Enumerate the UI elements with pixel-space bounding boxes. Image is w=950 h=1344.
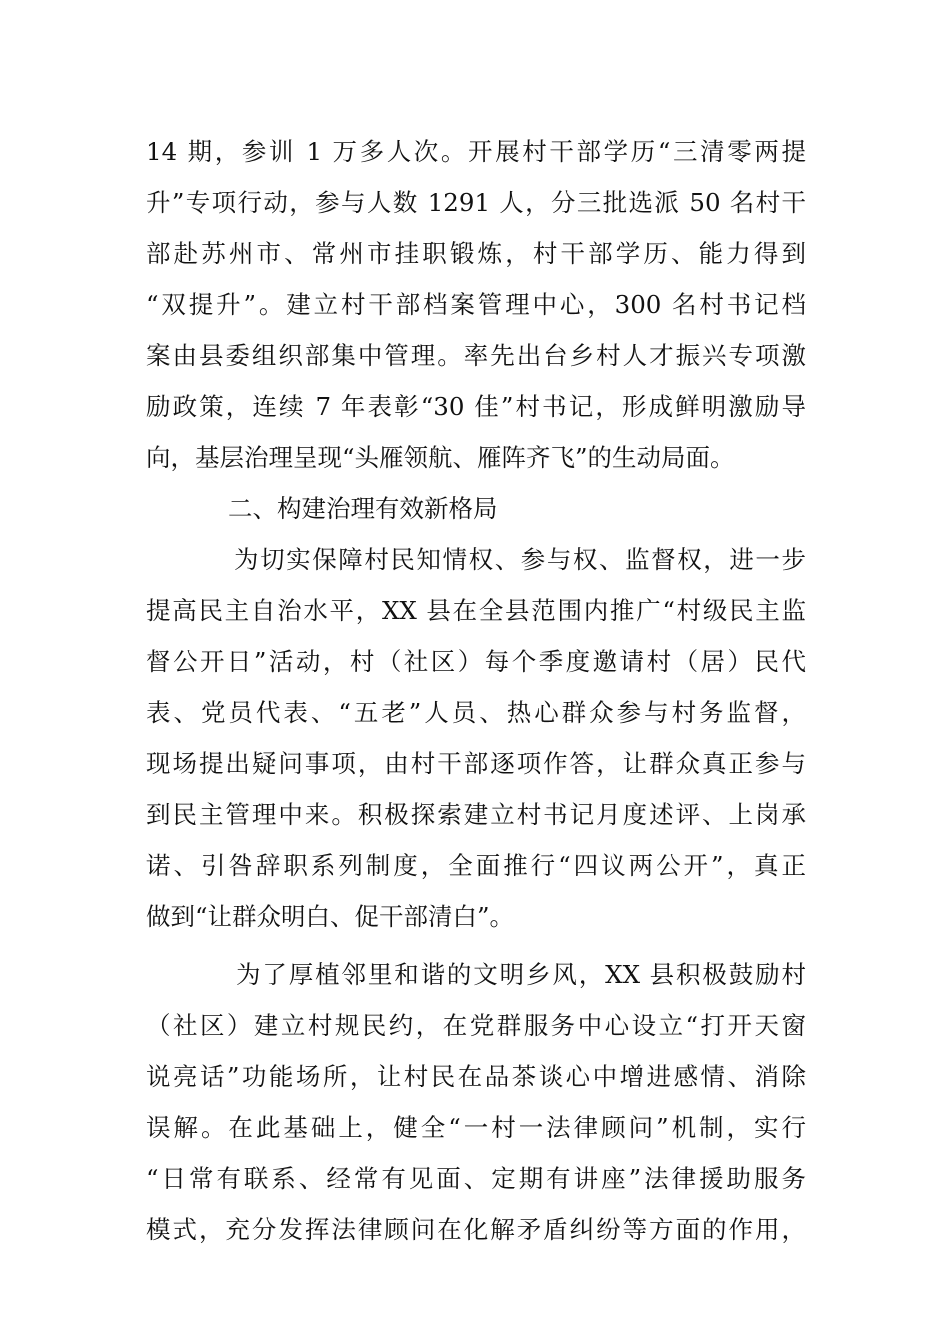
text-line: 为切实保障村民知情权、参与权、监督权，进一步 — [234, 545, 806, 574]
paragraph-gap — [146, 942, 806, 949]
text-line: 提高民主自治水平，XX 县在全县范围内推广“村级民主监 — [146, 596, 806, 625]
paragraph-village-cadre-training — [146, 126, 806, 483]
text-line: “双提升”。建立村干部档案管理中心，300 名村书记档 — [146, 290, 806, 319]
text-line: 部赴苏州市、常州市挂职锻炼，村干部学历、能力得到 — [146, 239, 806, 268]
text-line: 表、党员代表、“五老”人员、热心群众参与村务监督， — [146, 698, 806, 727]
text-line: 向，基层治理呈现“头雁领航、雁阵齐飞”的生动局面。 — [146, 443, 735, 472]
text-line: 案由县委组织部集中管理。率先出台乡村人才振兴专项激 — [146, 341, 806, 370]
text-line: 到民主管理中来。积极探索建立村书记月度述评、上岗承 — [146, 800, 806, 829]
paragraph-democratic-supervision — [146, 534, 806, 942]
text-line: “日常有联系、经常有见面、定期有讲座”法律援助服务 — [146, 1164, 806, 1193]
text-line: 为了厚植邻里和谐的文明乡风，XX 县积极鼓励村 — [236, 960, 806, 989]
text-line: 督公开日”活动，村（社区）每个季度邀请村（居）民代 — [146, 647, 806, 676]
text-line: 14 期，参训 1 万多人次。开展村干部学历“三清零两提 — [146, 137, 806, 166]
text-line: （社区）建立村规民约，在党群服务中心设立“打开天窗 — [146, 1011, 806, 1040]
text-line: 诺、引咎辞职系列制度，全面推行“四议两公开”，真正 — [146, 851, 806, 880]
text-line: 现场提出疑问事项，由村干部逐项作答，让群众真正参与 — [146, 749, 806, 778]
heading-line: 二、构建治理有效新格局 — [228, 494, 498, 523]
document-body — [146, 126, 806, 1255]
paragraph-civilized-customs — [146, 949, 806, 1255]
text-line: 模式，充分发挥法律顾问在化解矛盾纠纷等方面的作用， — [146, 1215, 806, 1244]
section-heading — [146, 483, 806, 534]
text-line: 误解。在此基础上，健全“一村一法律顾问”机制，实行 — [146, 1113, 806, 1142]
text-line: 说亮话”功能场所，让村民在品茶谈心中增进感情、消除 — [146, 1062, 806, 1091]
text-line: 做到“让群众明白、促干部清白”。 — [146, 902, 515, 931]
text-line: 升”专项行动，参与人数 1291 人，分三批选派 50 名村干 — [146, 188, 806, 217]
text-line: 励政策，连续 7 年表彰“30 佳”村书记，形成鲜明激励导 — [146, 392, 806, 421]
